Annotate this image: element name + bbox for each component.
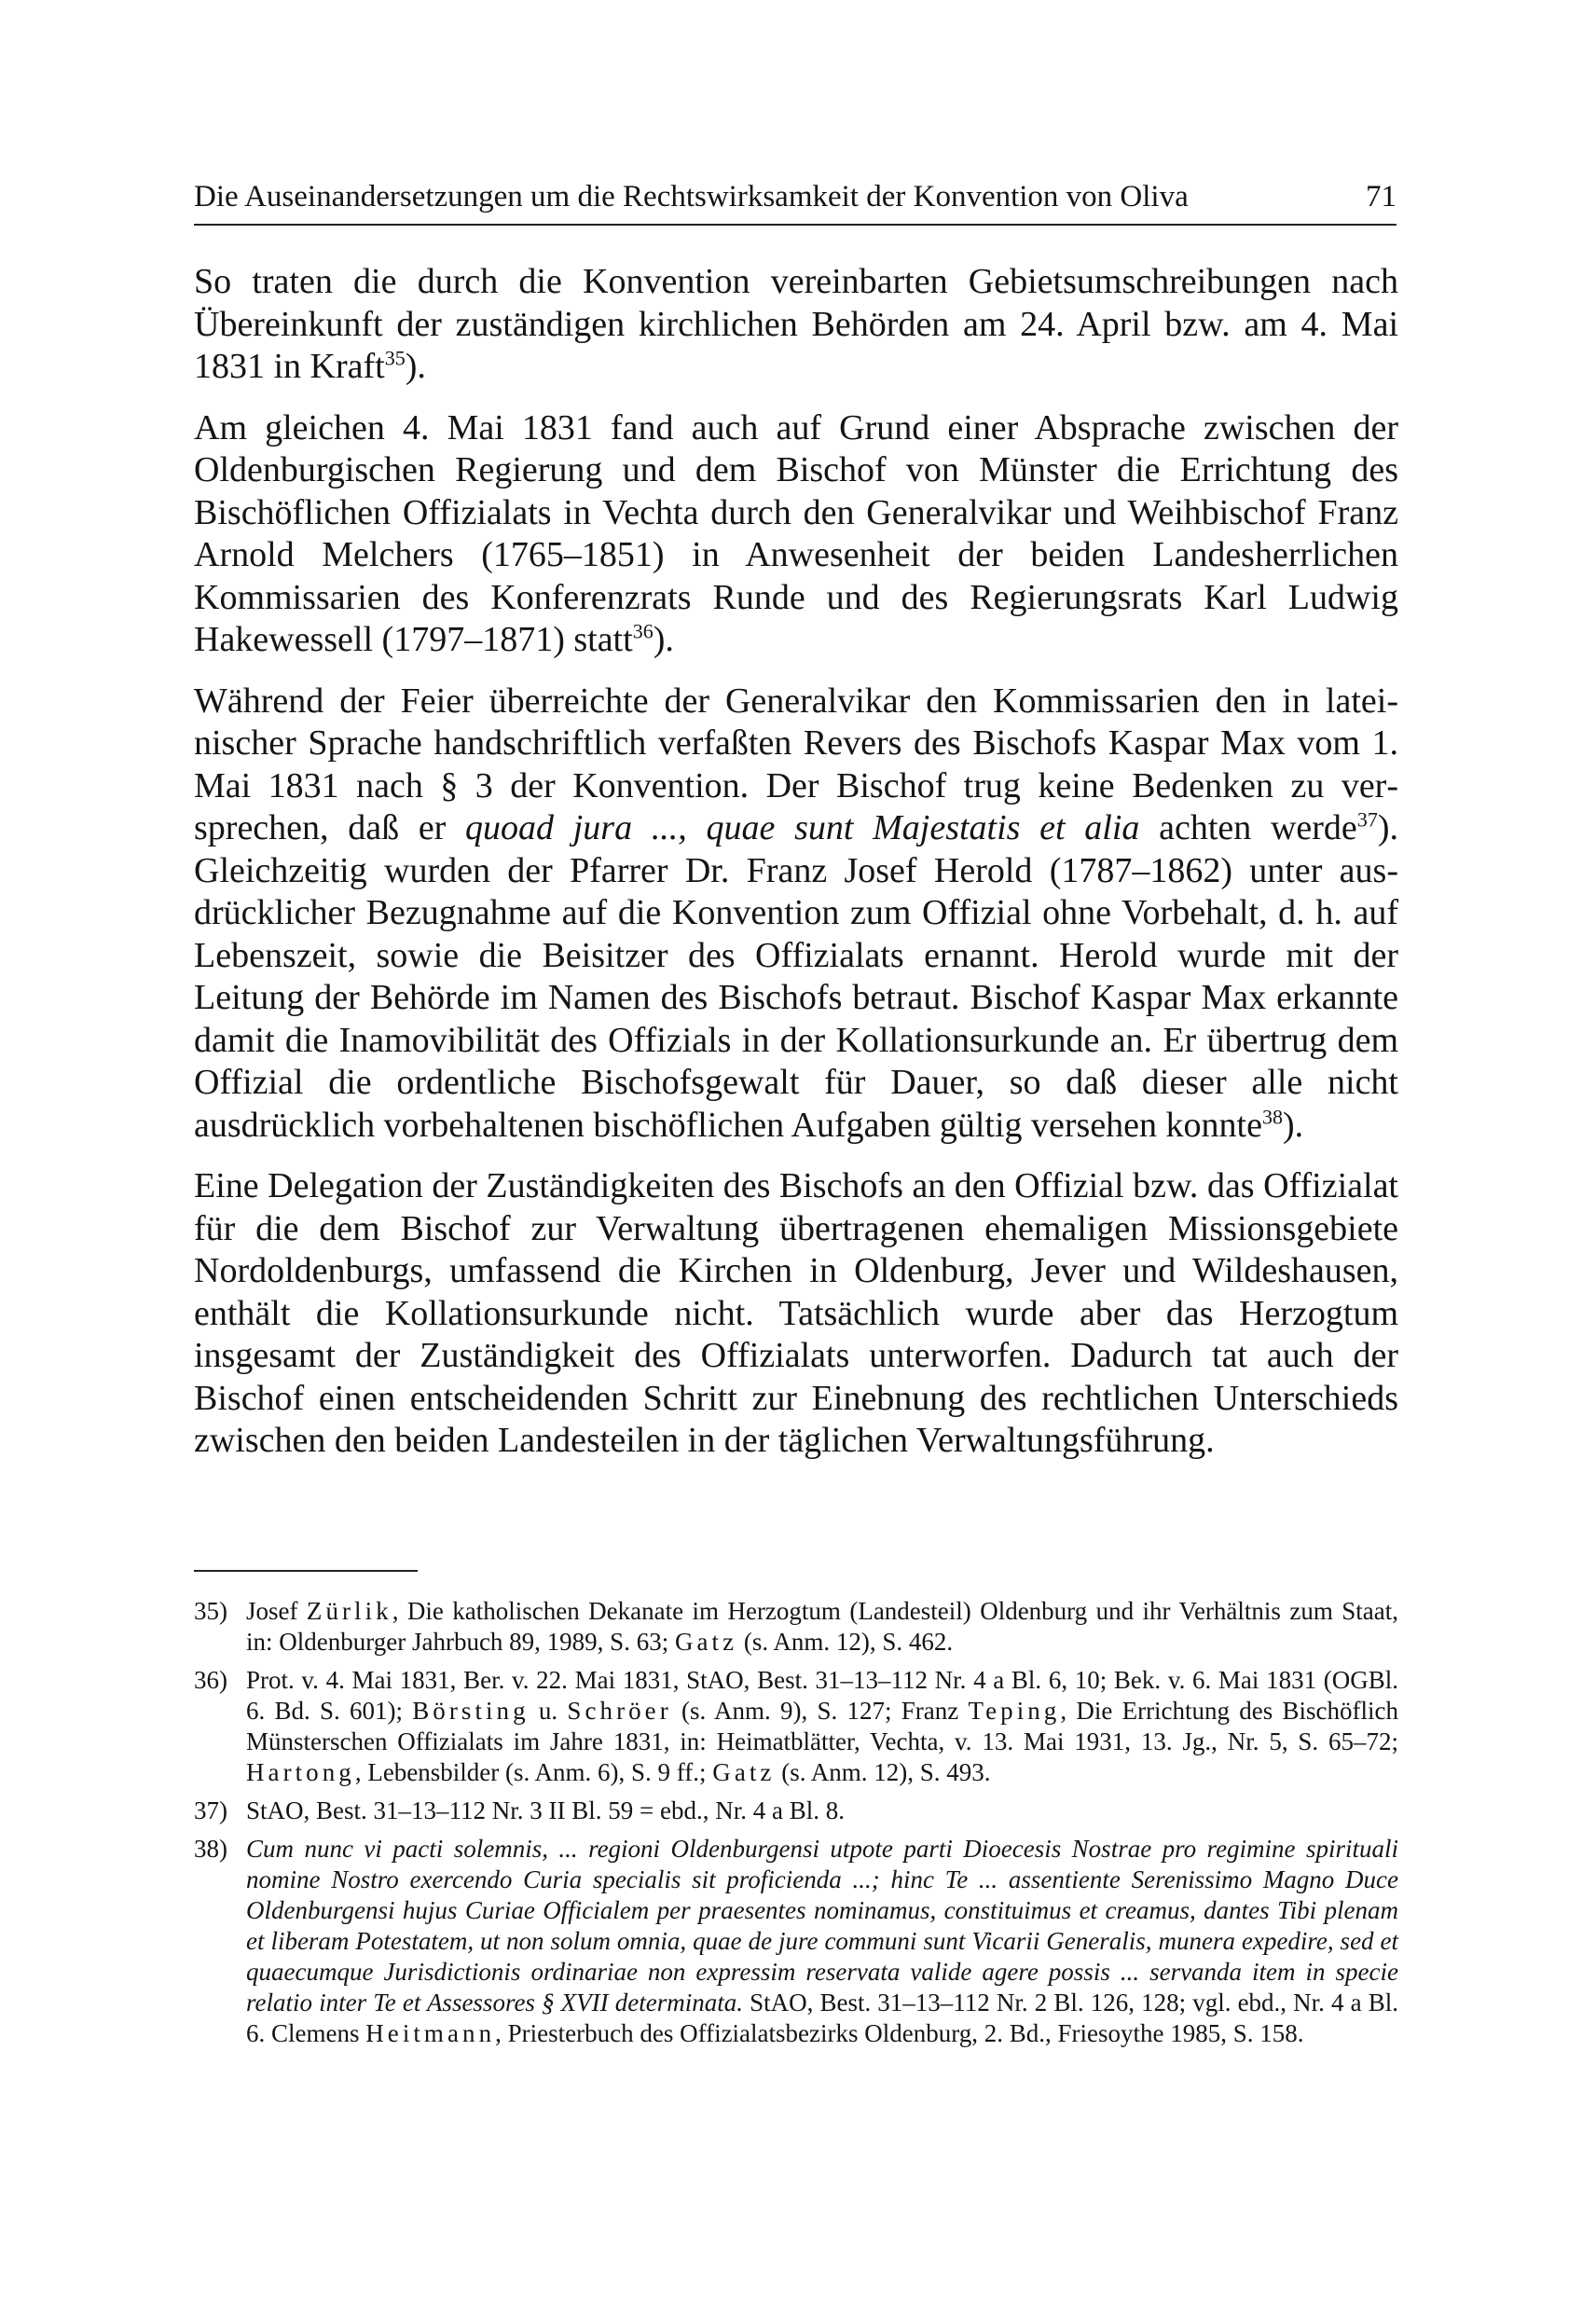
footnote-number: 38) [194,1835,227,1863]
running-header [194,173,1396,226]
main-text [194,261,1398,1463]
paragraph-3: Während der Feier überreichte der Generalvikar den Kommissarien den in lateinischer Sprache handschriftlich verfaßten Revers des Bischofs Kaspar Max vom 1. Mai 1831 nach § 3 der Konvention. Der Bischof trug keine Bedenken zu versprechen, daß er quoad jura ..., quae sunt Majestatis et alia achten werde$^{37}$). Gleichzeitig wurden der Pfarrer Dr. Franz Josef Herold (1787–1862) unter ausdrücklicher Bezugnahme auf die Konvention zum Offizial ohne Vorbehalt, d. h. auf Lebenszeit, sowie die Beisitzer des Offizialats ernannt. Herold wurde mit der Leitung der Behörde im Namen des Bischofs betraut. Bischof Kaspar Max erkannte damit die Inamovibilität des Offizials in der Kollationsurkunde an. Er übertrug dem Offizial die ordentliche Bischofsgewalt für Dauer, so daß dieser alle nicht ausdrücklich vorbehaltenen bischöflichen Aufgaben gültig versehen konnte$^{38}$). [194,681,1398,1145]
footnote-text: StAO, Best. 31–13–112 Nr. 3 II Bl. 59 = ebd., Nr. 4 a Bl. 8. [246,1796,845,1824]
footnote-text: Cum nunc vi pacti solemnis, ... regioni Oldenburgensi utpote parti Dioecesis Nostrae pro regimine spirituali nomine Nostro exercendo Curia specialis sit proficienda ...; hinc Te ... assentiente Serenissimo Magno Duce Oldenburgensi hujus Curiae Officialem per praesentes nominamus, constituimus et creamus, dantes Tibi plenam et liberam Potestatem, ut non solum omnia, quae de jure communi sunt Vicarii Generalis, munera expedire, sed et quaecumque Jurisdictionis ordinariae non expressim reservata valide agere possis ... servanda item in specie relatio inter Te et Assessores § XVII determinata. StAO, Best. 31–13–112 Nr. 2 Bl. 126, 128; vgl. ebd., Nr. 4 a Bl. 6. Clemens Heitmann, Priesterbuch des Offizialatsbezirks Oldenburg, 2. Bd., Friesoythe 1985, S. 158. [246,1835,1398,2047]
footnote-text: Josef Zürlik, Die katholischen Dekanate im Herzogtum (Landesteil) Oldenburg und ihr Verhältnis zum Staat, in: Oldenburger Jahrbuch 89, 1989, S. 63; Gatz (s. Anm. 12), S. 462. [246,1597,1398,1656]
footnote-separator [194,1570,418,1572]
footnote-37 [194,1796,1398,1826]
footnotes [194,1596,1398,2057]
footnote-38 [194,1834,1398,2049]
paragraph-4: Eine Delegation der Zuständigkeiten des Bischofs an den Offizial bzw. das Offizialat für die dem Bischof zur Verwaltung übertragenen ehemaligen Missionsgebiete Nordoldenburgs, umfassend die Kirchen in Oldenburg, Jever und Wildeshausen, enthält die Kollationsurkunde nicht. Tatsächlich wurde aber das Herzogtum insgesamt der Zuständigkeit des Offizialats unterworfen. Dadurch tat auch der Bischof einen entscheidenden Schritt zur Einebnung des rechtlichen Unterschieds zwischen den beiden Landesteilen in der täglichen Verwaltungsführung. [194,1166,1398,1460]
footnote-text: Prot. v. 4. Mai 1831, Ber. v. 22. Mai 1831, StAO, Best. 31–13–112 Nr. 4 a Bl. 6, 10; Bek. v. 6. Mai 1831 (OGBl. 6. Bd. S. 601); Börsting u. Schröer (s. Anm. 9), S. 127; Franz Teping, Die Errichtung des Bischöflich Münsterschen Offizialats im Jahre 1831, in: Heimatblätter, Vechta, v. 13. Mai 1931, 13. Jg., Nr. 5, S. 65–72; Hartong, Lebensbilder (s. Anm. 6), S. 9 ff.; Gatz (s. Anm. 12), S. 493. [246,1666,1399,1786]
paragraph-2: Am gleichen 4. Mai 1831 fand auch auf Grund einer Absprache zwischen der Oldenburgischen Regierung und dem Bischof von Münster die Errichtung des Bischöflichen Offizialats in Vechta durch den Generalvikar und Weihbischof Franz Arnold Melchers (1765–1851) in Anwesenheit der beiden Landesherrlichen Kommissarien des Konferenzrats Runde und des Regierungsrats Karl Ludwig Hakewessell (1797–1871) statt$^{36}$). [194,407,1398,659]
running-title: Die Auseinandersetzungen um die Rechtswirksamkeit der Konvention von Oliva [194,180,1189,213]
page-number: 71 [1366,180,1396,213]
footnote-number: 36) [194,1666,227,1694]
footnote-number: 37) [194,1796,227,1824]
footnote-35 [194,1596,1398,1658]
footnote-number: 35) [194,1597,227,1625]
paragraph-1: So traten die durch die Konvention vereinbarten Gebietsumschreibungen nach Übereinkunft der zuständigen kirchlichen Behörden am 24. April bzw. am 4. Mai 1831 in Kraft$^{35}$). [194,262,1398,386]
footnote-36 [194,1665,1398,1788]
